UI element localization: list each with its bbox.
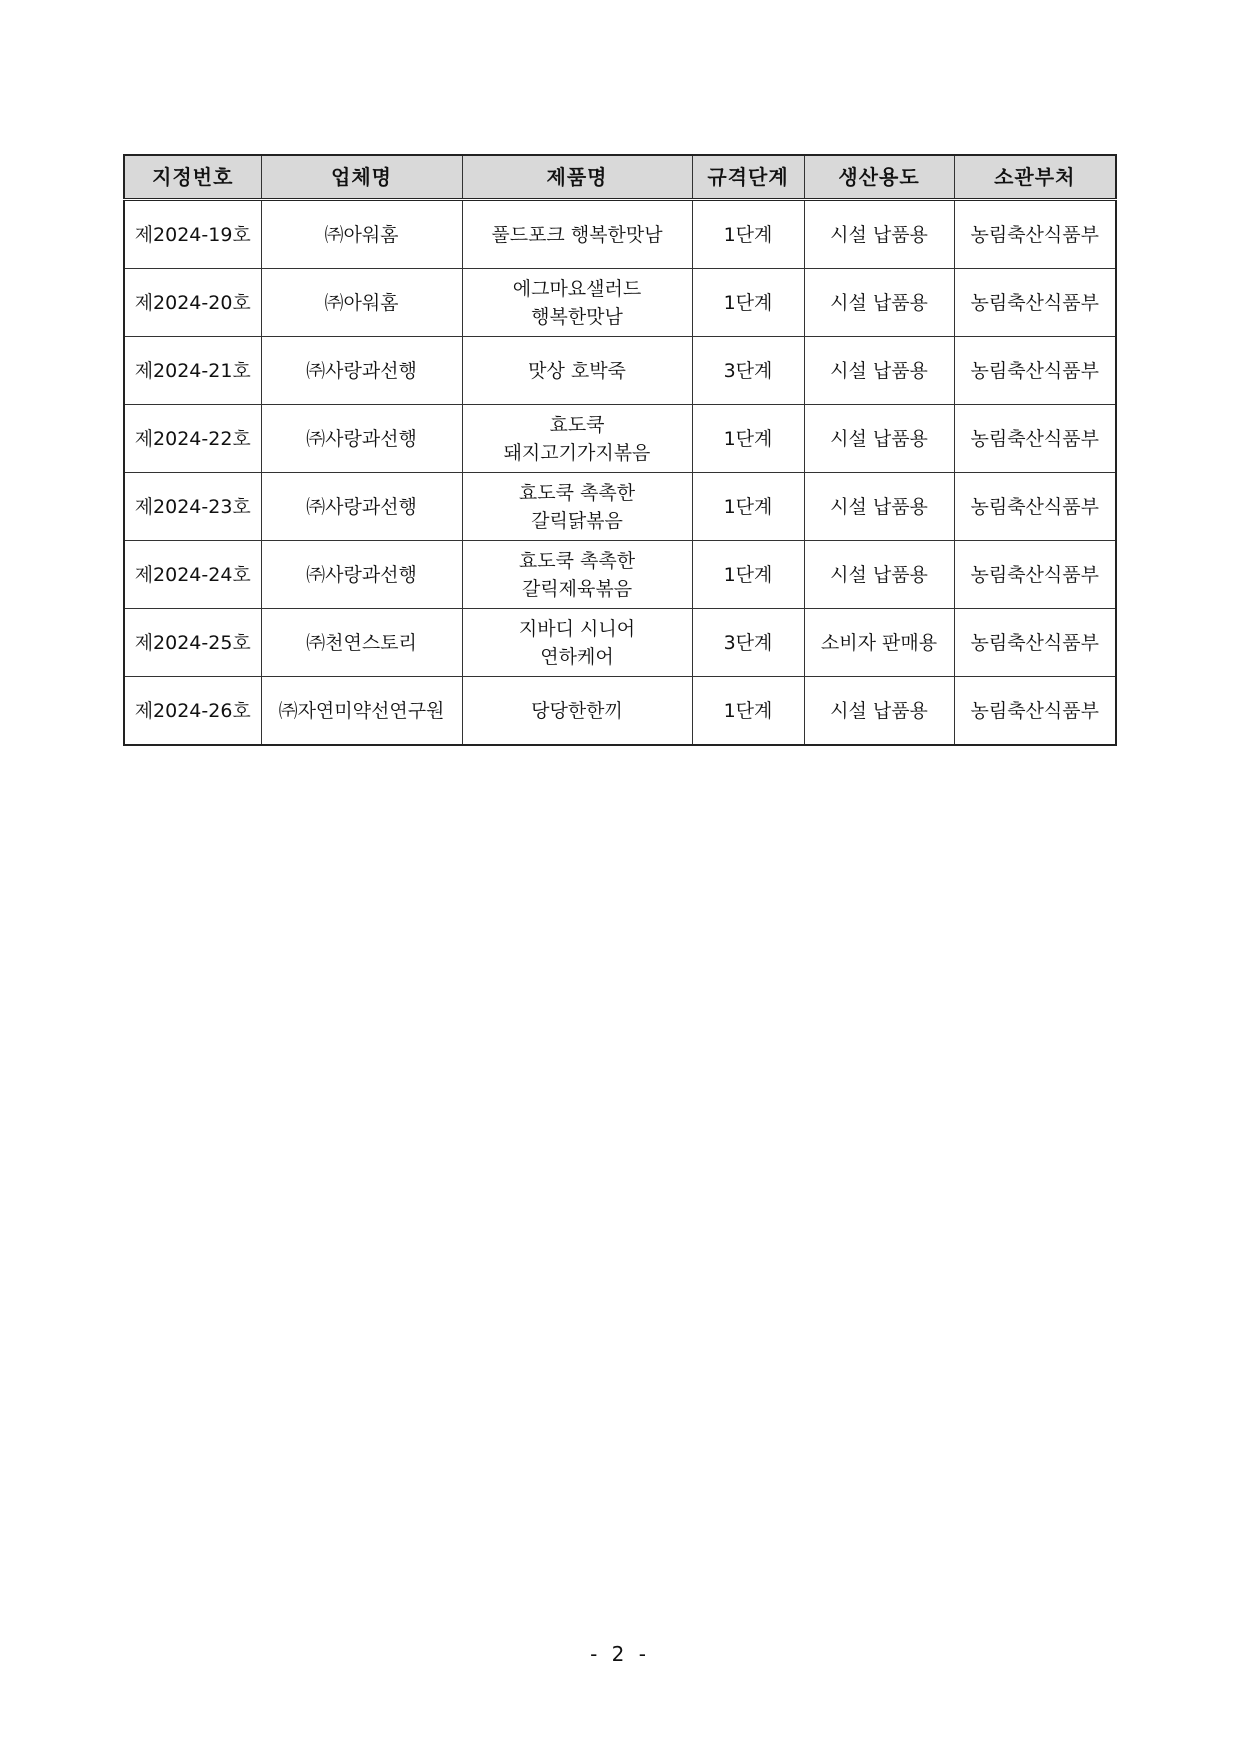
- table-header: [124, 155, 1116, 200]
- table-row: [124, 677, 1116, 746]
- designation-table: [123, 154, 1117, 746]
- cell-designation-number: 제2024-21호: [124, 337, 261, 405]
- header-standard-grade: 규격단계: [692, 155, 804, 200]
- cell-ministry: 농림축산식품부: [954, 677, 1116, 746]
- cell-company-name: ㈜사랑과선행: [261, 473, 462, 541]
- cell-product-name: 에그마요샐러드 행복한맛남: [462, 269, 692, 337]
- cell-designation-number: 제2024-24호: [124, 541, 261, 609]
- page-number: - 2 -: [590, 1642, 650, 1666]
- cell-standard-grade: 1단계: [692, 200, 804, 269]
- cell-ministry: 농림축산식품부: [954, 269, 1116, 337]
- cell-company-name: ㈜천연스토리: [261, 609, 462, 677]
- table-row: [124, 405, 1116, 473]
- cell-company-name: ㈜사랑과선행: [261, 541, 462, 609]
- cell-production-use: 시설 납품용: [804, 337, 954, 405]
- cell-designation-number: 제2024-22호: [124, 405, 261, 473]
- cell-ministry: 농림축산식품부: [954, 473, 1116, 541]
- cell-production-use: 시설 납품용: [804, 677, 954, 746]
- cell-standard-grade: 1단계: [692, 677, 804, 746]
- cell-designation-number: 제2024-26호: [124, 677, 261, 746]
- cell-production-use: 시설 납품용: [804, 541, 954, 609]
- cell-production-use: 시설 납품용: [804, 269, 954, 337]
- cell-company-name: ㈜자연미약선연구원: [261, 677, 462, 746]
- cell-designation-number: 제2024-19호: [124, 200, 261, 269]
- cell-production-use: 소비자 판매용: [804, 609, 954, 677]
- header-product-name: 제품명: [462, 155, 692, 200]
- cell-standard-grade: 3단계: [692, 337, 804, 405]
- header-designation-number: 지정번호: [124, 155, 261, 200]
- cell-production-use: 시설 납품용: [804, 200, 954, 269]
- cell-ministry: 농림축산식품부: [954, 200, 1116, 269]
- cell-ministry: 농림축산식품부: [954, 541, 1116, 609]
- table-row: [124, 609, 1116, 677]
- cell-product-name: 당당한한끼: [462, 677, 692, 746]
- cell-standard-grade: 1단계: [692, 541, 804, 609]
- cell-designation-number: 제2024-25호: [124, 609, 261, 677]
- cell-ministry: 농림축산식품부: [954, 609, 1116, 677]
- table-row: [124, 269, 1116, 337]
- table-header-row: [124, 155, 1116, 200]
- cell-product-name: 풀드포크 행복한맛남: [462, 200, 692, 269]
- cell-designation-number: 제2024-23호: [124, 473, 261, 541]
- header-company-name: 업체명: [261, 155, 462, 200]
- cell-ministry: 농림축산식품부: [954, 405, 1116, 473]
- cell-production-use: 시설 납품용: [804, 473, 954, 541]
- table-row: [124, 541, 1116, 609]
- cell-product-name: 지바디 시니어 연하케어: [462, 609, 692, 677]
- cell-ministry: 농림축산식품부: [954, 337, 1116, 405]
- cell-standard-grade: 1단계: [692, 405, 804, 473]
- cell-standard-grade: 3단계: [692, 609, 804, 677]
- table-row: [124, 337, 1116, 405]
- cell-company-name: ㈜사랑과선행: [261, 337, 462, 405]
- header-production-use: 생산용도: [804, 155, 954, 200]
- cell-production-use: 시설 납품용: [804, 405, 954, 473]
- table-row: [124, 200, 1116, 269]
- cell-company-name: ㈜아워홈: [261, 200, 462, 269]
- cell-standard-grade: 1단계: [692, 269, 804, 337]
- cell-product-name: 효도쿡 촉촉한 갈릭제육볶음: [462, 541, 692, 609]
- cell-product-name: 효도쿡 촉촉한 갈릭닭볶음: [462, 473, 692, 541]
- cell-company-name: ㈜아워홈: [261, 269, 462, 337]
- cell-company-name: ㈜사랑과선행: [261, 405, 462, 473]
- cell-product-name: 효도쿡 돼지고기가지볶음: [462, 405, 692, 473]
- cell-standard-grade: 1단계: [692, 473, 804, 541]
- table-row: [124, 473, 1116, 541]
- table-body: [124, 200, 1116, 746]
- header-ministry: 소관부처: [954, 155, 1116, 200]
- cell-product-name: 맛상 호박죽: [462, 337, 692, 405]
- cell-designation-number: 제2024-20호: [124, 269, 261, 337]
